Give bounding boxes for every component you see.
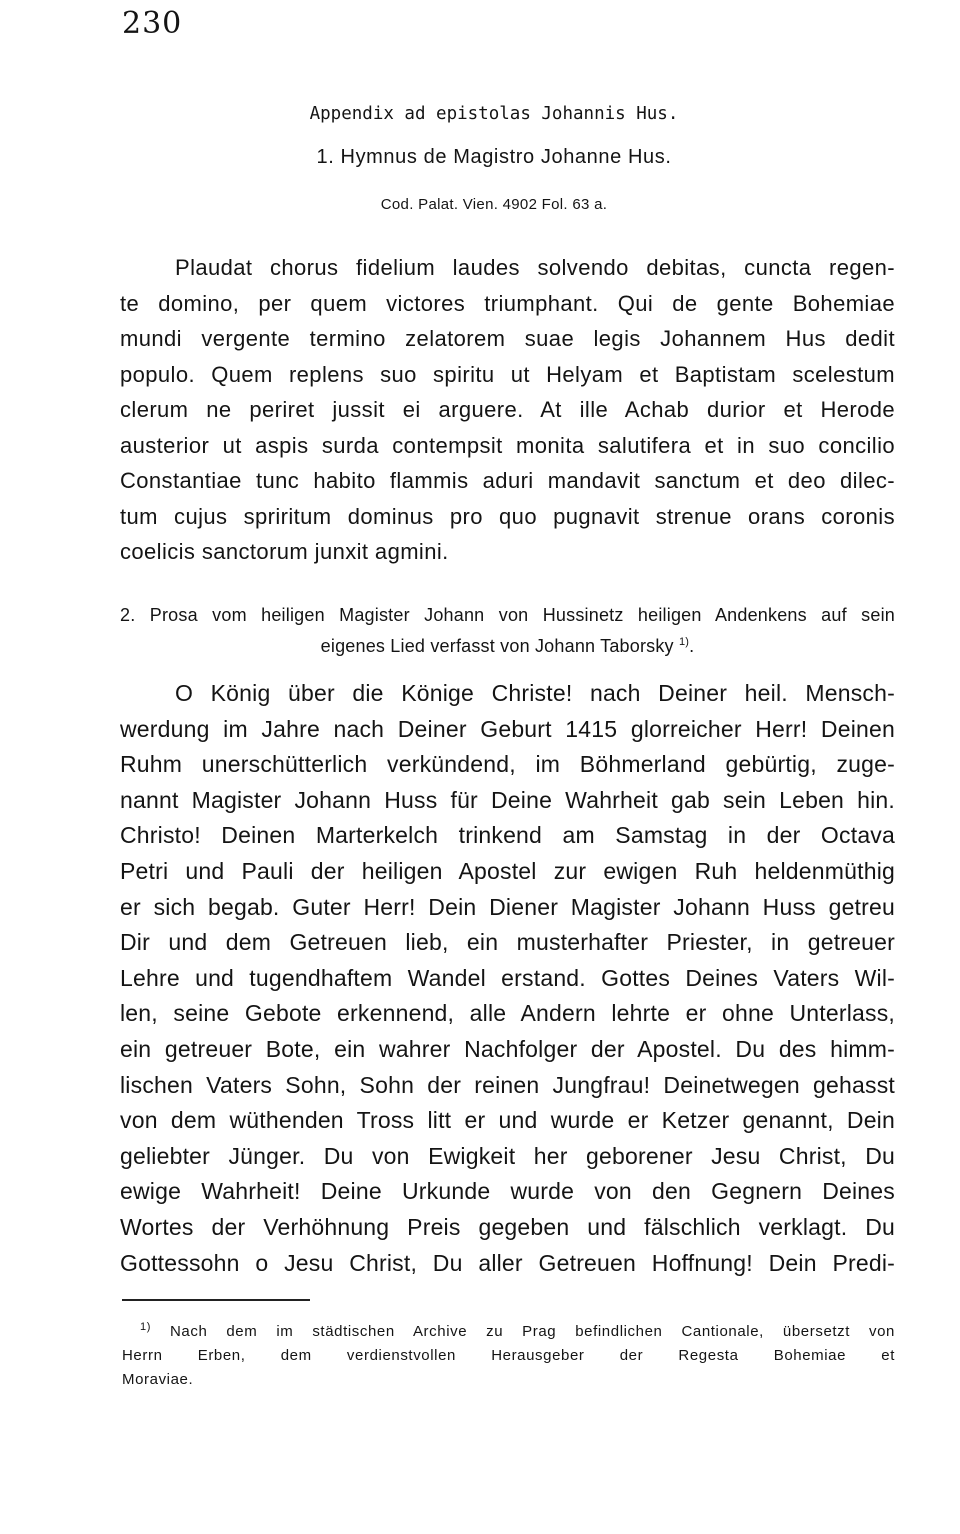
text-line: Constantiae tunc habito flammis aduri mandavit sanctum et deo dilec- — [120, 468, 895, 493]
text-line: mundi vergente termino zelatorem suae legis Johannem Hus dedit — [120, 326, 895, 351]
page-number: 230 — [122, 6, 183, 41]
text-line: werdung im Jahre nach Deiner Geburt 1415 glorreicher Herr! Deinen — [120, 715, 895, 742]
text-line: populo. Quem replens suo spiritu ut Helyam et Baptistam scelestum — [120, 361, 895, 387]
text-line: Plaudat chorus fidelium laudes solvendo debitas, cuncta regen- — [175, 255, 895, 280]
text-line: clerum ne periret jussit ei arguere. At ille Achab durior et Herode — [120, 397, 895, 422]
text-line: ein getreuer Bote, ein wahrer Nachfolger der Apostel. Du des himm- — [120, 1035, 895, 1062]
text-line: Lehre und tugendhaftem Wandel erstand. Gottes Deines Vaters Wil- — [120, 964, 895, 991]
text-line: Dir und dem Getreuen lieb, ein musterhafter Priester, in getreuer — [120, 929, 895, 956]
text-line: nannt Magister Johann Huss für Deine Wahrheit gab sein Leben hin. — [120, 786, 895, 813]
text-line: Wortes der Verhöhnung Preis gegeben und fälschlich verklagt. Du — [120, 1213, 895, 1240]
german-prosa-text — [120, 676, 895, 1281]
text-line: ewige Wahrheit! Deine Urkunde wurde von den Gegnern Deines — [120, 1178, 895, 1205]
footnote-reference: 1) — [678, 636, 690, 648]
appendix-title: Appendix ad epistolas Johannis Hus. — [309, 104, 679, 124]
text-line: te domino, per quem victores triumphant. Qui de gente Bohemiae — [120, 290, 895, 316]
text-line: geliebter Jünger. Du von Ewigkeit her geborener Jesu Christ, Du — [120, 1142, 895, 1169]
text-line: von dem wüthenden Tross litt er und wurde er Ketzer genannt, Dein — [120, 1107, 895, 1134]
text-line: Christo! Deinen Marterkelch trinkend am Samstag in der Octava — [120, 822, 895, 849]
footnote-marker: 1) — [140, 1321, 151, 1333]
text-line: tum cujus spriritum dominus pro quo pugnavit strenue orans coronis — [120, 503, 895, 529]
text-line: Petri und Pauli der heiligen Apostel zur ewigen Ruh heldenmüthig — [120, 857, 895, 884]
footnote-line-text: Nach dem im städtischen Archive zu Prag befindlichen Cantionale, übersetzt von — [169, 1323, 895, 1340]
hymn-title: 1. Hymnus de Magistro Johanne Hus. — [316, 146, 672, 168]
codex-reference: Cod. Palat. Vien. 4902 Fol. 63 a. — [380, 196, 608, 213]
text-line: austerior ut aspis surda contempsit monita salutifera et in suo concilio — [120, 432, 895, 458]
text-line: Gottessohn o Jesu Christ, Du aller Getreuen Hoffnung! Dein Predi- — [120, 1249, 895, 1276]
text-line: coelicis sanctorum junxit agmini. — [120, 539, 449, 564]
text-line: len, seine Gebote erkennend, alle Andern lehrte er ohne Unterlass, — [120, 1000, 895, 1027]
text-line: O König über die Könige Christe! nach Deiner heil. Mensch- — [175, 680, 895, 706]
latin-hymn-text — [120, 250, 895, 570]
prosa-heading-line: 2. Prosa vom heiligen Magister Johann von Hussinetz heiligen Andenkens auf sein — [120, 605, 895, 625]
footnote-divider — [122, 1299, 310, 1301]
footnote-line: Moraviae. — [122, 1371, 194, 1388]
text-line: Ruhm unerschütterlich verkündend, im Böhmerland gebürtig, zuge- — [120, 751, 895, 778]
text-line: lischen Vaters Sohn, Sohn der reinen Jungfrau! Deinetwegen gehasst — [120, 1071, 895, 1098]
footnote-line: Herrn Erben, dem verdienstvollen Herausgeber der Regesta Bohemiae et — [122, 1347, 895, 1364]
footnote — [122, 1320, 895, 1392]
prosa-heading — [120, 600, 895, 662]
text-line: er sich begab. Guter Herr! Dein Diener Magister Johann Huss getreu — [120, 893, 895, 920]
prosa-heading-line-text: eigenes Lied verfasst von Johann Taborsky — [320, 636, 674, 656]
footnote-line — [140, 1320, 895, 1344]
prosa-heading-line: eigenes Lied verfasst von Johann Taborsky $^{1)}$. — [320, 636, 695, 656]
